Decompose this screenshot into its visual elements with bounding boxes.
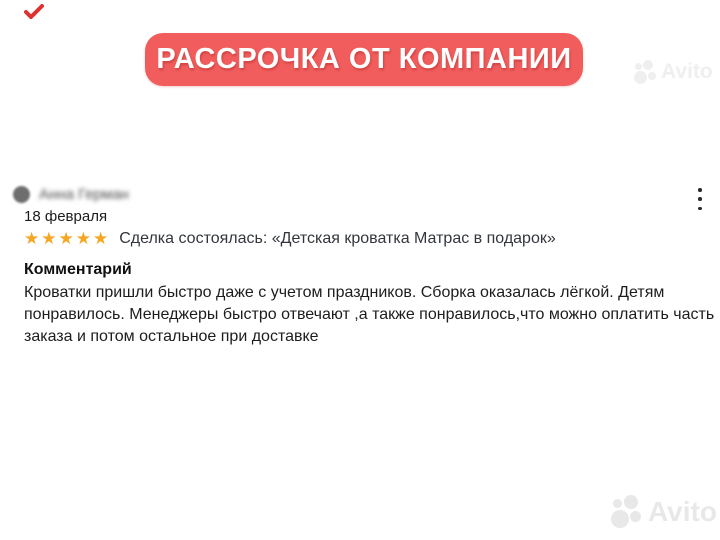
avito-logo-icon xyxy=(634,60,658,84)
red-check-icon xyxy=(24,4,44,19)
review-author-name: Анна Герман xyxy=(39,186,129,203)
star-rating-icons: ★★★★★ xyxy=(24,229,111,248)
rating-row xyxy=(24,229,556,249)
deal-title: Сделка состоялась: «Детская кроватка Матрас в подарок» xyxy=(119,230,556,247)
comment-text xyxy=(24,282,714,348)
avito-watermark-bottom xyxy=(611,495,717,528)
avito-watermark-top xyxy=(634,60,713,84)
avito-watermark-label: Avito xyxy=(661,60,713,83)
comment-heading: Комментарий xyxy=(24,261,132,278)
review-date: 18 февраля xyxy=(24,208,108,225)
kebab-menu-icon[interactable] xyxy=(694,188,706,210)
comment-line: Кроватки пришли быстро даже с учетом праздников. Сборка оказалась лёгкой. Детям xyxy=(24,284,665,301)
avatar xyxy=(13,186,30,203)
comment-line: заказа и потом остальное при доставке xyxy=(24,328,319,345)
installment-banner xyxy=(145,33,583,86)
installment-banner-label: РАССРОЧКА ОТ КОМПАНИИ xyxy=(156,43,572,75)
comment-line: понравилось. Менеджеры быстро отвечают ,а также понравилось,что можно оплатить часть xyxy=(24,306,715,323)
avito-watermark-label: Avito xyxy=(648,495,717,527)
avito-logo-icon xyxy=(611,495,644,528)
